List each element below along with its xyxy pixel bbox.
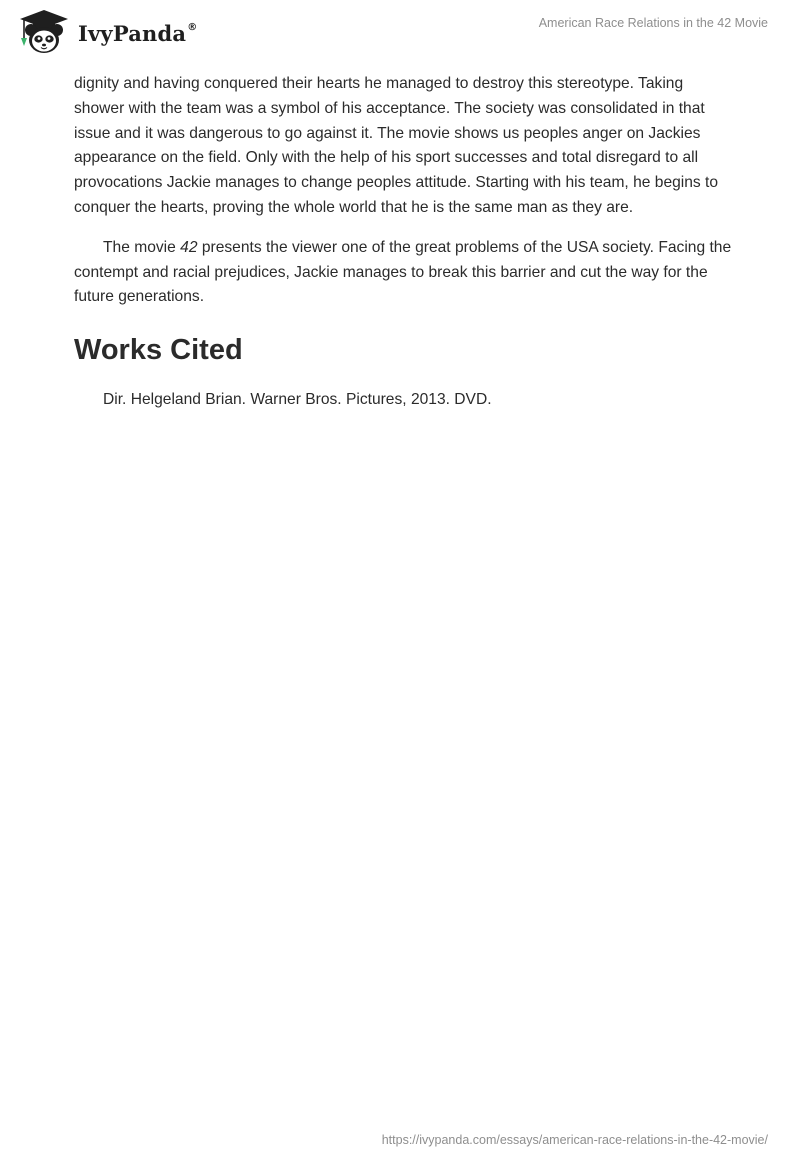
essay-content xyxy=(74,72,734,412)
ivypanda-logo[interactable] xyxy=(14,8,197,56)
registered-mark: ® xyxy=(187,21,198,33)
paragraph-2-text-before: The movie xyxy=(103,238,181,256)
movie-title: 42 xyxy=(180,238,198,256)
citation-entry: Dir. Helgeland Brian. Warner Bros. Pictures, 2013. DVD. xyxy=(103,391,492,409)
logo-wordmark-text: IvyPanda xyxy=(78,20,187,46)
source-url[interactable]: https://ivypanda.com/essays/american-race-relations-in-the-42-movie/ xyxy=(381,1133,768,1147)
paragraph-2-text-after: presents the viewer one of the great problems of the USA society. Facing the contempt and racial prejudices, Jackie manages to break this barrier and cut the way for the future generations. xyxy=(74,238,732,306)
body-paragraph-2 xyxy=(74,236,734,310)
document-title: American Race Relations in the 42 Movie xyxy=(538,16,768,30)
body-paragraph-1: dignity and having conquered their hearts he managed to destroy this stereotype. Taking shower with the team was a symbol of his acceptance. The society was consolidated in that issue and it was dangerous to go against it. The movie shows us peoples anger on Jackies appearance on the field. Only with the help of his sport successes and total disregard to all provocations Jackie manages to change peoples attitude. Starting with his team, he begins to conquer the hearts, proving the whole world that he is the same man as they are. xyxy=(74,75,719,216)
panda-graduation-cap-icon xyxy=(14,8,72,56)
logo-wordmark xyxy=(78,21,197,46)
works-cited-heading: Works Cited xyxy=(74,334,243,367)
page-header xyxy=(0,0,800,70)
